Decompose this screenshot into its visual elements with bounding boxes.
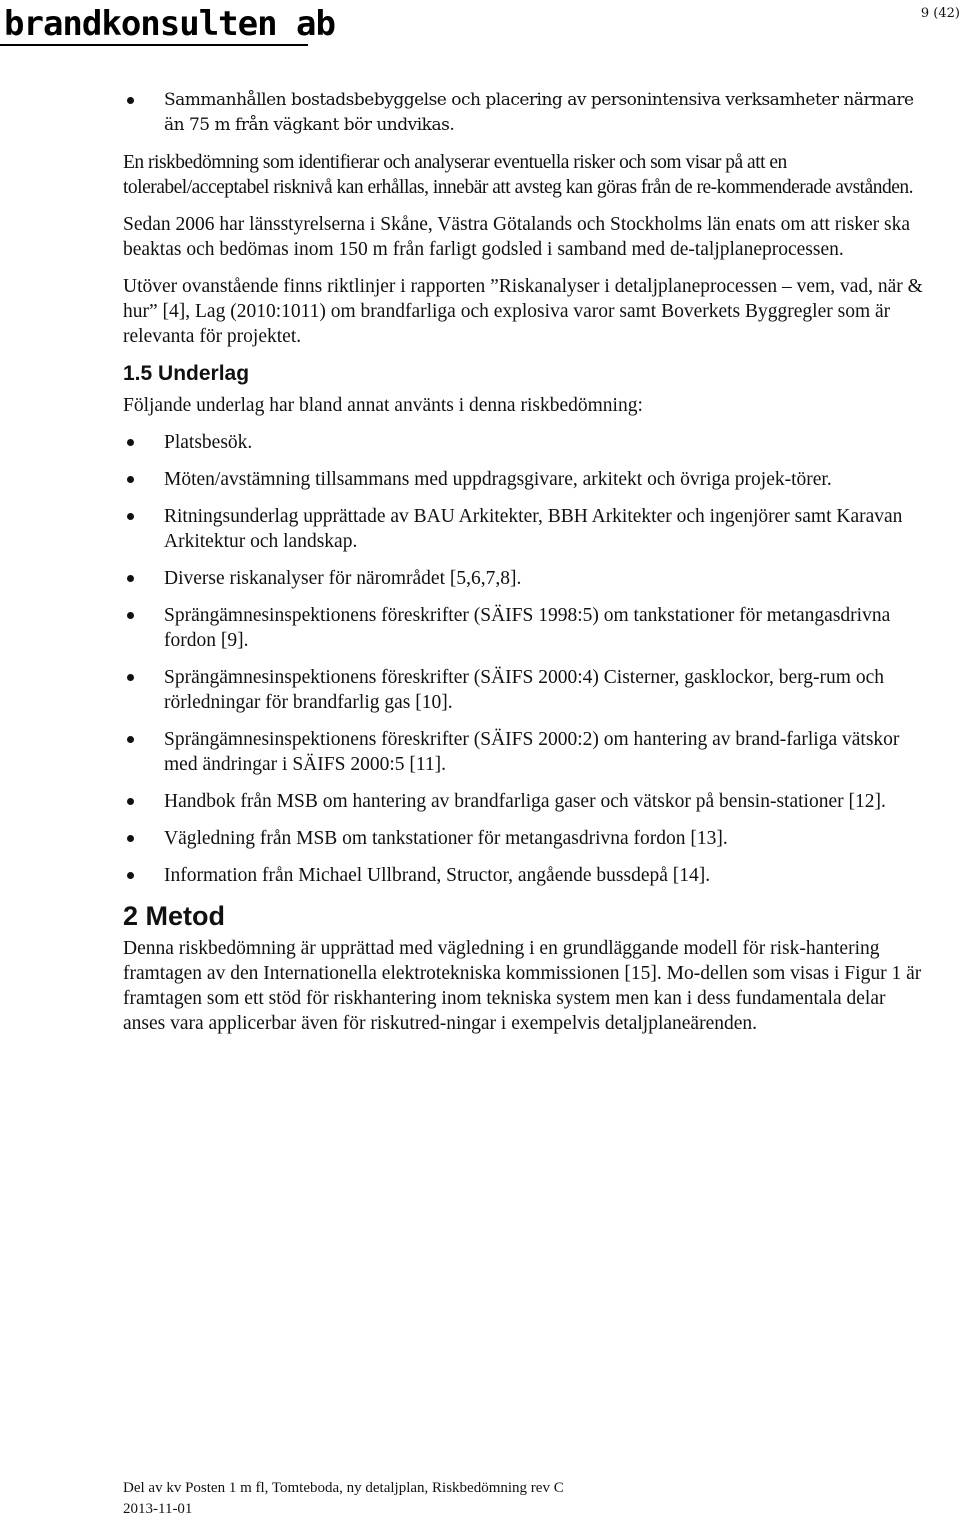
list-item-text: Handbok från MSB om hantering av brandfarliga gaser och vätskor på bensin-stationer [12]. [164,791,886,812]
page-number: 9 (42) [920,6,960,21]
bullet-icon [127,798,134,805]
bullet-icon [127,513,134,520]
bullet-icon [127,97,134,104]
list-item [123,566,923,591]
bullet-icon [127,736,134,743]
list-item [123,863,923,888]
intro-bullet-list [123,88,923,138]
list-item-text: Möten/avstämning tillsammans med uppdragsgivare, arkitekt och övriga projek-törer. [164,469,832,490]
list-item-text: Vägledning från MSB om tankstationer för metangasdrivna fordon [13]. [164,828,728,849]
underlag-list [123,430,923,888]
list-item-text: Sprängämnesinspektionens föreskrifter (SÄIFS 2000:4) Cisterner, gasklockor, berg-rum och rörledningar för brandfarlig gas [10]. [164,667,884,713]
paragraph-metod: Denna riskbedömning är upprättad med vägledning i en grundläggande modell för risk-hantering framtagen av den Internationella elektrotekniska kommissionen [15]. Mo-dellen som visas i Figur 1 är framtagen som ett stöd för riskhantering inom tekniska system men kan i dess fundamentala delar anses vara applicerbar även för riskutred-ningar i exempelvis detaljplaneärenden. [123,938,922,1034]
list-item-text: Sprängämnesinspektionens föreskrifter (SÄIFS 1998:5) om tankstationer för metangasdrivna fordon [9]. [164,605,891,651]
list-item [123,467,923,492]
list-item [123,88,923,138]
list-item [123,430,923,455]
list-item [123,665,923,715]
bullet-icon [127,476,134,483]
bullet-icon [127,835,134,842]
list-item-text: Platsbesök. [164,432,253,453]
page-body [123,88,923,1048]
list-item [123,826,923,851]
list-item [123,789,923,814]
bullet-icon [127,612,134,619]
list-item-text: Diverse riskanalyser för närområdet [5,6,7,8]. [164,568,522,589]
list-item-text: Sprängämnesinspektionens föreskrifter (SÄIFS 2000:2) om hantering av brand-farliga vätskor med ändringar i SÄIFS 2000:5 [11]. [164,729,900,775]
paragraph-lansstyrelserna: Sedan 2006 har länsstyrelserna i Skåne, Västra Götalands och Stockholms län enats om att risker ska beaktas och bedömas inom 150 m från farligt godsled i samband med de-taljplaneprocessen. [123,214,911,260]
list-item-text: Ritningsunderlag upprättade av BAU Arkitekter, BBH Arkitekter och ingenjörer samt Karavan Arkitektur och landskap. [164,506,903,552]
company-logo: brandkonsulten ab [4,4,335,44]
page-footer [123,1478,564,1520]
bullet-icon [127,439,134,446]
list-item-text: Information från Michael Ullbrand, Structor, angående bussdepå [14]. [164,865,711,886]
underlag-intro: Följande underlag har bland annat använts i denna riskbedömning: [123,395,643,416]
paragraph-riktlinjer: Utöver ovanstående finns riktlinjer i rapporten ”Riskanalyser i detaljplaneprocessen – vem, vad, när & hur” [4], Lag (2010:1011) om brandfarliga och explosiva varor samt Boverkets Byggregler som är relevanta för projektet. [123,276,923,347]
paragraph-riskbedomning: En riskbedömning som identifierar och analyserar eventuella risker och som visar på att en tolerabel/acceptabel risknivå kan erhållas, innebär att avsteg kan göras från de re-kommenderade avstånden. [123,152,914,198]
bullet-icon [127,575,134,582]
bullet-icon [127,674,134,681]
list-item [123,727,923,777]
bullet-icon [127,872,134,879]
footer-date: 2013-11-01 [123,1501,193,1517]
section-heading-metod: 2 Metod [123,901,226,931]
list-item-text: Sammanhållen bostadsbebyggelse och placering av personintensiva verksamheter närmare än 75 m från vägkant bör undvikas. [164,90,914,135]
list-item [123,504,923,554]
section-heading-underlag: 1.5 Underlag [123,362,250,385]
logo-underline [0,44,308,46]
footer-document-title: Del av kv Posten 1 m fl, Tomteboda, ny detaljplan, Riskbedömning rev C [123,1480,564,1496]
list-item [123,603,923,653]
